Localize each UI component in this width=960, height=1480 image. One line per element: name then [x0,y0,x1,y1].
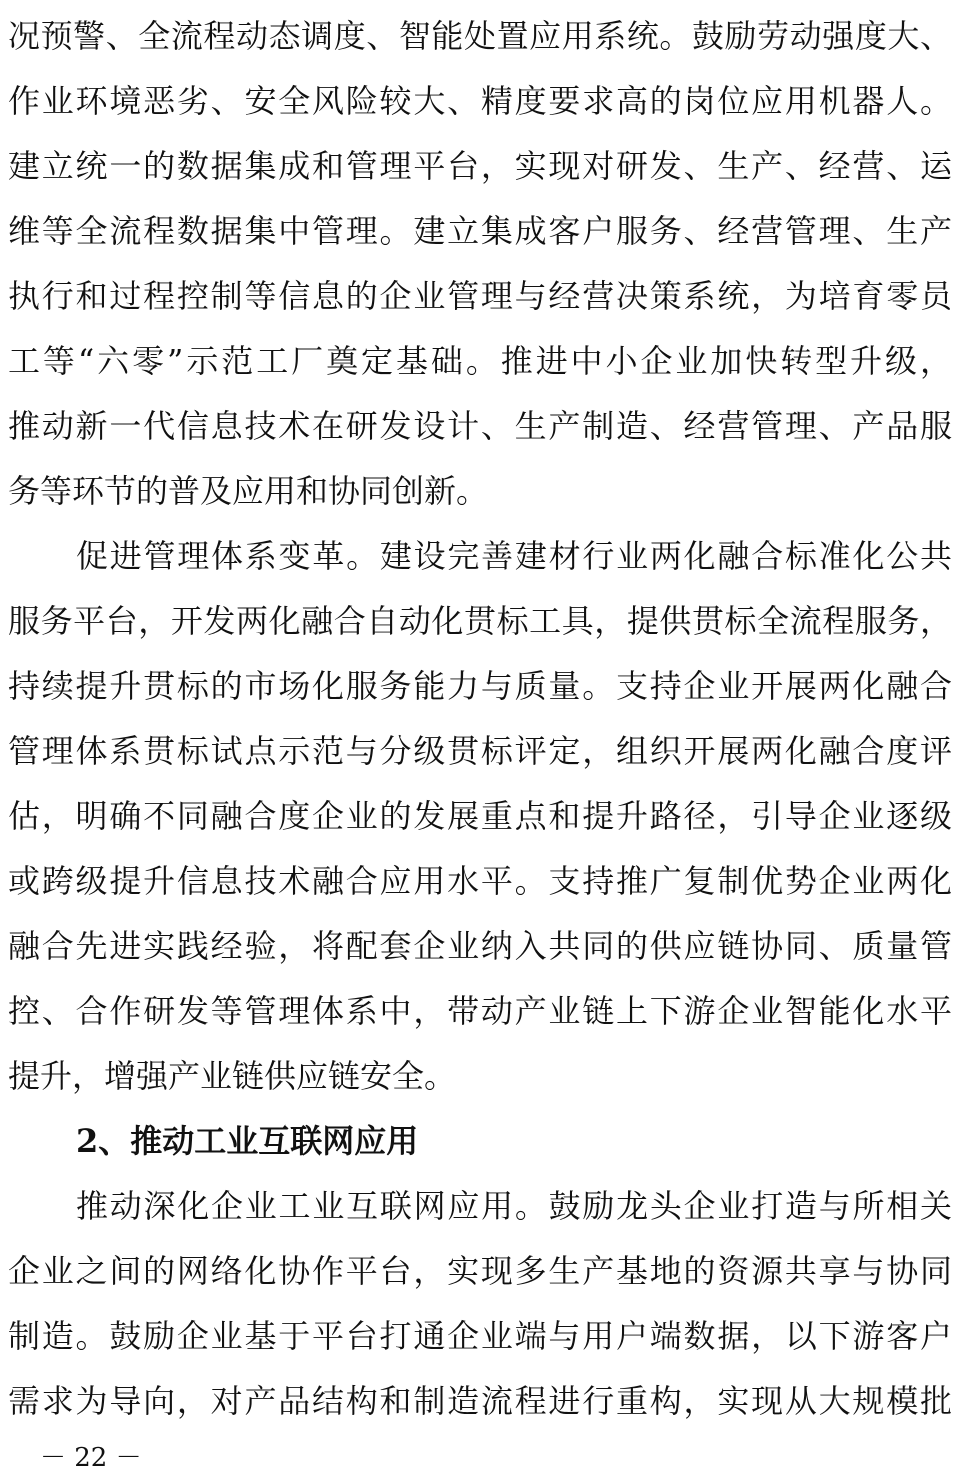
paragraph-line: 融合先进实践经验，将配套企业纳入共同的供应链协同、质量管 [8,927,952,965]
paragraph-line: 或跨级提升信息技术融合应用水平。支持推广复制优势企业两化 [8,862,952,900]
paragraph-line: 估，明确不同融合度企业的发展重点和提升路径，引导企业逐级 [8,797,952,835]
paragraph-line: 企业之间的网络化协作平台，实现多生产基地的资源共享与协同 [8,1252,952,1290]
paragraph-line: 况预警、全流程动态调度、智能处置应用系统。鼓励劳动强度大、 [8,17,952,55]
section-heading: 2、推动工业互联网应用 [76,1122,419,1160]
paragraph-line: 务等环节的普及应用和协同创新。 [8,472,489,510]
paragraph-line: 提升，增强产业链供应链安全。 [8,1057,457,1095]
paragraph-line: 控、合作研发等管理体系中，带动产业链上下游企业智能化水平 [8,992,952,1030]
paragraph-line: 服务平台，开发两化融合自动化贯标工具，提供贯标全流程服务， [8,602,952,640]
paragraph-line: 作业环境恶劣、安全风险较大、精度要求高的岗位应用机器人。 [8,82,952,120]
page-number: － 22 － [40,1443,142,1473]
paragraph-line: 促进管理体系变革。建设完善建材行业两化融合标准化公共 [76,537,952,575]
paragraph-line: 推动深化企业工业互联网应用。鼓励龙头企业打造与所相关 [76,1187,952,1225]
paragraph-line: 管理体系贯标试点示范与分级贯标评定，组织开展两化融合度评 [8,732,952,770]
paragraph-line: 推动新一代信息技术在研发设计、生产制造、经营管理、产品服 [8,407,952,445]
paragraph-line: 持续提升贯标的市场化服务能力与质量。支持企业开展两化融合 [8,667,952,705]
paragraph-line: 工等“六零”示范工厂奠定基础。推进中小企业加快转型升级， [8,342,952,380]
paragraph-line: 执行和过程控制等信息的企业管理与经营决策系统，为培育零员 [8,277,952,315]
paragraph-line: 制造。鼓励企业基于平台打通企业端与用户端数据，以下游客户 [8,1317,952,1355]
paragraph-line: 建立统一的数据集成和管理平台，实现对研发、生产、经营、运 [8,147,952,185]
paragraph-line: 维等全流程数据集中管理。建立集成客户服务、经营管理、生产 [8,212,952,250]
paragraph-line: 需求为导向，对产品结构和制造流程进行重构，实现从大规模批 [8,1382,952,1420]
